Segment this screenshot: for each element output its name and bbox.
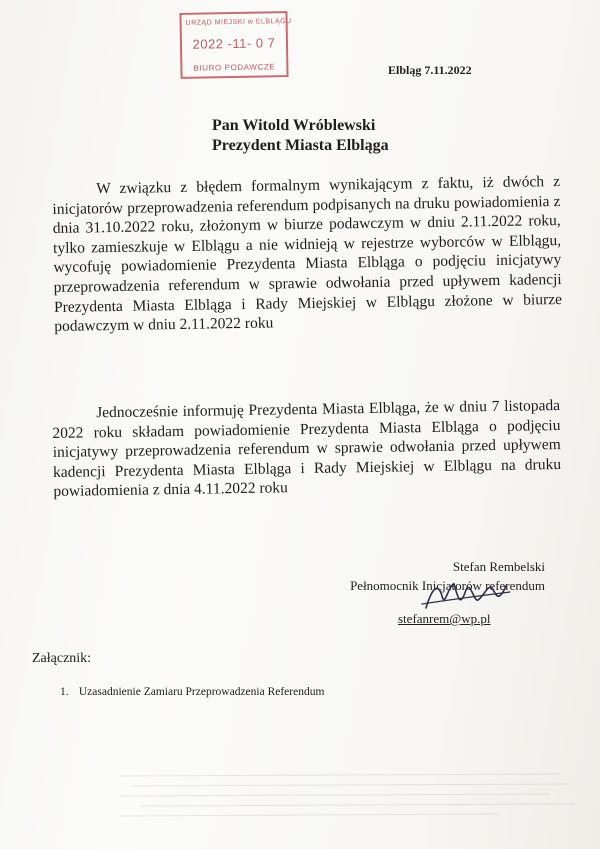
body-paragraph-1: W związku z błędem formalnym wynikającym z faktu, iż dwóch z inicjatorów przeprowadzenia referendum podpisanych na druku powiadomienia z dnia 31.10.2022 roku, złożonym w biurze podawczym w dniu 2.11.2022 roku, tylko zamieszkuje w Elblągu a nie widnieją w rejestrze wyborców w Elblągu, wycofuję powiadomienie Prezydenta Miasta Elbląga o podjęciu inicjatywy przeprowadzenia referendum w sprawie odwołania przed upływem kadencji Prezydenta Miasta Elbląga i Rady Miejskiej w Elblągu złożone w biurze podawczym w dniu 2.11.2022 roku: [52, 173, 563, 336]
addressee-block: [212, 116, 389, 156]
attachment-text: Uzasadnienie Zamiaru Przeprowadzenia Referendum: [78, 686, 325, 698]
show-through-texture: [120, 770, 580, 820]
stamp-office: URZĄD MIEJSKI w ELBLĄGU: [185, 17, 292, 27]
signer-name: Stefan Rembelski: [452, 559, 545, 574]
attachment-number: 1.: [60, 686, 69, 698]
stamp-department: BIURO PODAWCZE: [193, 62, 276, 73]
stamp-date: 2022 -11- 0 7: [192, 35, 276, 52]
attachments-label: Załącznik:: [32, 651, 92, 666]
registry-stamp: [179, 11, 292, 79]
list-item: [60, 686, 324, 698]
letter-date: Elbląg 7.11.2022: [388, 63, 472, 77]
addressee-name: Pan Witold Wróblewski: [212, 117, 376, 134]
signer-role: Pełnomocnik Inicjatorów referendum: [350, 578, 545, 593]
addressee-title: Prezydent Miasta Elbląga: [212, 137, 389, 154]
body-paragraph-2: Jednocześnie informuję Prezydenta Miasta Elbląga, że w dniu 7 listopada 2022 roku składam powiadomienie Prezydenta Miasta Elbląga o podjęciu inicjatywy przeprowadzenia referendum w sprawie odwołania przed upływem kadencji Prezydenta Miasta Elbląga i Rady Miejskiej w Elblągu na druku powiadomienia z dnia 4.11.2022 roku: [52, 397, 562, 501]
signer-email[interactable]: stefanrem@wp.pl: [398, 611, 491, 626]
attachments-list: [60, 686, 324, 698]
